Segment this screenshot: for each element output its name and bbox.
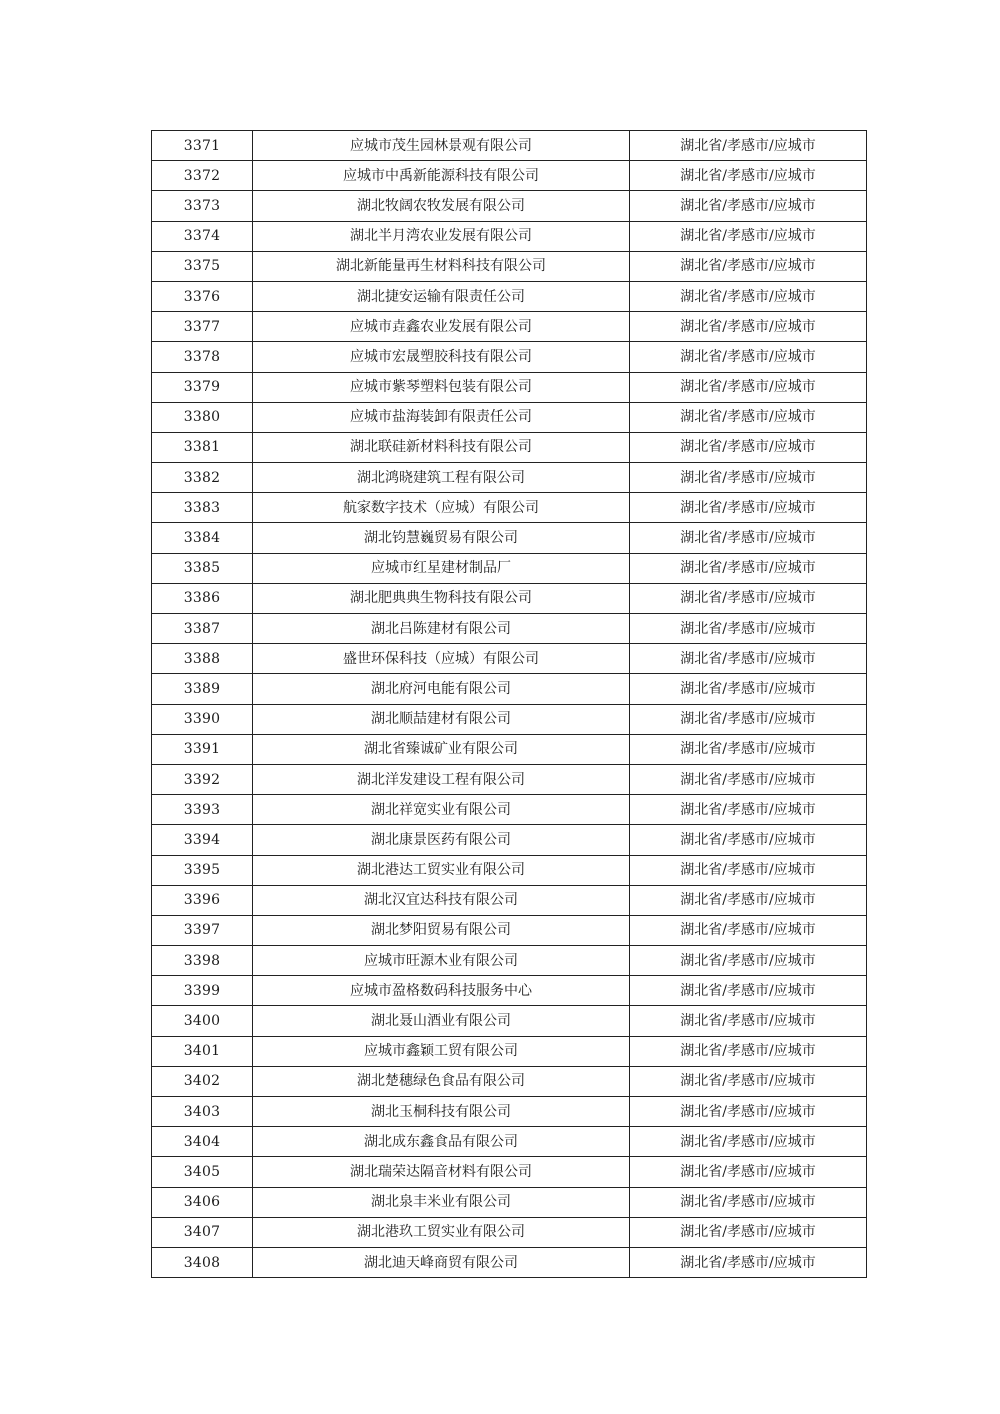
- company-name: 湖北半月湾农业发展有限公司: [253, 221, 630, 251]
- company-name: 应城市红星建材制品厂: [253, 553, 630, 583]
- region-path: 湖北省/孝感市/应城市: [630, 795, 867, 825]
- region-path: 湖北省/孝感市/应城市: [630, 825, 867, 855]
- table-row: [152, 583, 867, 613]
- region-path: 湖北省/孝感市/应城市: [630, 1247, 867, 1277]
- region-path: 湖北省/孝感市/应城市: [630, 1217, 867, 1247]
- region-path: 湖北省/孝感市/应城市: [630, 463, 867, 493]
- row-number: 3402: [152, 1066, 253, 1096]
- row-number: 3387: [152, 614, 253, 644]
- table-row: [152, 1036, 867, 1066]
- row-number: 3372: [152, 161, 253, 191]
- region-path: 湖北省/孝感市/应城市: [630, 342, 867, 372]
- table-row: [152, 825, 867, 855]
- row-number: 3394: [152, 825, 253, 855]
- row-number: 3382: [152, 463, 253, 493]
- company-name: 应城市紫琴塑料包装有限公司: [253, 372, 630, 402]
- company-name: 湖北新能量再生材料科技有限公司: [253, 251, 630, 281]
- row-number: 3397: [152, 915, 253, 945]
- row-number: 3371: [152, 131, 253, 161]
- company-name: 湖北牧阔农牧发展有限公司: [253, 191, 630, 221]
- region-path: 湖北省/孝感市/应城市: [630, 885, 867, 915]
- table-row: [152, 1066, 867, 1096]
- table-row: [152, 251, 867, 281]
- row-number: 3376: [152, 281, 253, 311]
- table-row: [152, 764, 867, 794]
- table-row: [152, 795, 867, 825]
- company-name: 湖北钧慧巍贸易有限公司: [253, 523, 630, 553]
- region-path: 湖北省/孝感市/应城市: [630, 553, 867, 583]
- region-path: 湖北省/孝感市/应城市: [630, 372, 867, 402]
- table-row: [152, 161, 867, 191]
- region-path: 湖北省/孝感市/应城市: [630, 1006, 867, 1036]
- row-number: 3404: [152, 1127, 253, 1157]
- row-number: 3374: [152, 221, 253, 251]
- region-path: 湖北省/孝感市/应城市: [630, 946, 867, 976]
- row-number: 3381: [152, 432, 253, 462]
- region-path: 湖北省/孝感市/应城市: [630, 704, 867, 734]
- company-name: 应城市盈格数码科技服务中心: [253, 976, 630, 1006]
- company-name: 应城市旺源木业有限公司: [253, 946, 630, 976]
- region-path: 湖北省/孝感市/应城市: [630, 734, 867, 764]
- company-name: 应城市垚鑫农业发展有限公司: [253, 312, 630, 342]
- table-row: [152, 131, 867, 161]
- table-row: [152, 1097, 867, 1127]
- company-name: 湖北港玖工贸实业有限公司: [253, 1217, 630, 1247]
- table-row: [152, 553, 867, 583]
- row-number: 3395: [152, 855, 253, 885]
- region-path: 湖北省/孝感市/应城市: [630, 523, 867, 553]
- table-row: [152, 734, 867, 764]
- table-row: [152, 1157, 867, 1187]
- region-path: 湖北省/孝感市/应城市: [630, 281, 867, 311]
- table-row: [152, 191, 867, 221]
- table-row: [152, 1006, 867, 1036]
- company-name: 湖北捷安运输有限责任公司: [253, 281, 630, 311]
- row-number: 3396: [152, 885, 253, 915]
- company-name: 湖北成东鑫食品有限公司: [253, 1127, 630, 1157]
- company-name: 湖北迪天峰商贸有限公司: [253, 1247, 630, 1277]
- company-name: 湖北省臻诚矿业有限公司: [253, 734, 630, 764]
- region-path: 湖北省/孝感市/应城市: [630, 614, 867, 644]
- row-number: 3392: [152, 764, 253, 794]
- region-path: 湖北省/孝感市/应城市: [630, 764, 867, 794]
- region-path: 湖北省/孝感市/应城市: [630, 191, 867, 221]
- row-number: 3393: [152, 795, 253, 825]
- company-name: 湖北洋发建设工程有限公司: [253, 764, 630, 794]
- region-path: 湖北省/孝感市/应城市: [630, 221, 867, 251]
- table-row: [152, 372, 867, 402]
- company-name: 湖北泉丰米业有限公司: [253, 1187, 630, 1217]
- company-name: 湖北楚穗绿色食品有限公司: [253, 1066, 630, 1096]
- row-number: 3377: [152, 312, 253, 342]
- row-number: 3379: [152, 372, 253, 402]
- region-path: 湖北省/孝感市/应城市: [630, 1157, 867, 1187]
- company-name: 湖北顺喆建材有限公司: [253, 704, 630, 734]
- region-path: 湖北省/孝感市/应城市: [630, 432, 867, 462]
- table-row: [152, 463, 867, 493]
- region-path: 湖北省/孝感市/应城市: [630, 161, 867, 191]
- row-number: 3380: [152, 402, 253, 432]
- table-row: [152, 855, 867, 885]
- company-name: 湖北梦阳贸易有限公司: [253, 915, 630, 945]
- table-row: [152, 1187, 867, 1217]
- company-name: 应城市中禹新能源科技有限公司: [253, 161, 630, 191]
- row-number: 3384: [152, 523, 253, 553]
- region-path: 湖北省/孝感市/应城市: [630, 644, 867, 674]
- table-row: [152, 1217, 867, 1247]
- table-row: [152, 221, 867, 251]
- region-path: 湖北省/孝感市/应城市: [630, 131, 867, 161]
- company-name: 湖北祥宽实业有限公司: [253, 795, 630, 825]
- region-path: 湖北省/孝感市/应城市: [630, 1066, 867, 1096]
- table-body: [152, 131, 867, 1278]
- row-number: 3378: [152, 342, 253, 372]
- table-row: [152, 614, 867, 644]
- company-name: 湖北康景医药有限公司: [253, 825, 630, 855]
- row-number: 3398: [152, 946, 253, 976]
- company-name: 湖北鸿晓建筑工程有限公司: [253, 463, 630, 493]
- table-row: [152, 402, 867, 432]
- table-row: [152, 704, 867, 734]
- row-number: 3407: [152, 1217, 253, 1247]
- company-name: 湖北肥典典生物科技有限公司: [253, 583, 630, 613]
- table-row: [152, 312, 867, 342]
- region-path: 湖北省/孝感市/应城市: [630, 583, 867, 613]
- company-name: 湖北府河电能有限公司: [253, 674, 630, 704]
- company-name: 湖北聂山酒业有限公司: [253, 1006, 630, 1036]
- row-number: 3403: [152, 1097, 253, 1127]
- region-path: 湖北省/孝感市/应城市: [630, 915, 867, 945]
- table-row: [152, 281, 867, 311]
- region-path: 湖北省/孝感市/应城市: [630, 402, 867, 432]
- company-name: 应城市宏晟塑胶科技有限公司: [253, 342, 630, 372]
- company-name: 湖北玉桐科技有限公司: [253, 1097, 630, 1127]
- region-path: 湖北省/孝感市/应城市: [630, 493, 867, 523]
- region-path: 湖北省/孝感市/应城市: [630, 674, 867, 704]
- row-number: 3408: [152, 1247, 253, 1277]
- row-number: 3386: [152, 583, 253, 613]
- row-number: 3388: [152, 644, 253, 674]
- company-name: 应城市茂生园林景观有限公司: [253, 131, 630, 161]
- table-row: [152, 432, 867, 462]
- table-row: [152, 674, 867, 704]
- table-row: [152, 644, 867, 674]
- company-name: 航家数字技术（应城）有限公司: [253, 493, 630, 523]
- table-row: [152, 976, 867, 1006]
- company-name: 湖北瑞荣达隔音材料有限公司: [253, 1157, 630, 1187]
- table-row: [152, 915, 867, 945]
- region-path: 湖北省/孝感市/应城市: [630, 1127, 867, 1157]
- table-row: [152, 1247, 867, 1277]
- table-row: [152, 946, 867, 976]
- table-row: [152, 342, 867, 372]
- company-name: 应城市盐海装卸有限责任公司: [253, 402, 630, 432]
- company-name: 湖北吕陈建材有限公司: [253, 614, 630, 644]
- company-name: 应城市鑫颖工贸有限公司: [253, 1036, 630, 1066]
- region-path: 湖北省/孝感市/应城市: [630, 1187, 867, 1217]
- row-number: 3383: [152, 493, 253, 523]
- table-row: [152, 493, 867, 523]
- row-number: 3385: [152, 553, 253, 583]
- region-path: 湖北省/孝感市/应城市: [630, 312, 867, 342]
- row-number: 3390: [152, 704, 253, 734]
- region-path: 湖北省/孝感市/应城市: [630, 1036, 867, 1066]
- row-number: 3400: [152, 1006, 253, 1036]
- row-number: 3405: [152, 1157, 253, 1187]
- row-number: 3401: [152, 1036, 253, 1066]
- region-path: 湖北省/孝感市/应城市: [630, 976, 867, 1006]
- company-name: 湖北联硅新材料科技有限公司: [253, 432, 630, 462]
- row-number: 3399: [152, 976, 253, 1006]
- region-path: 湖北省/孝感市/应城市: [630, 855, 867, 885]
- region-path: 湖北省/孝感市/应城市: [630, 251, 867, 281]
- table-row: [152, 885, 867, 915]
- company-name: 湖北港达工贸实业有限公司: [253, 855, 630, 885]
- row-number: 3406: [152, 1187, 253, 1217]
- table-row: [152, 523, 867, 553]
- table-row: [152, 1127, 867, 1157]
- company-name: 盛世环保科技（应城）有限公司: [253, 644, 630, 674]
- region-path: 湖北省/孝感市/应城市: [630, 1097, 867, 1127]
- company-name: 湖北汉宜达科技有限公司: [253, 885, 630, 915]
- row-number: 3373: [152, 191, 253, 221]
- row-number: 3389: [152, 674, 253, 704]
- row-number: 3391: [152, 734, 253, 764]
- company-list-table: [151, 130, 867, 1278]
- row-number: 3375: [152, 251, 253, 281]
